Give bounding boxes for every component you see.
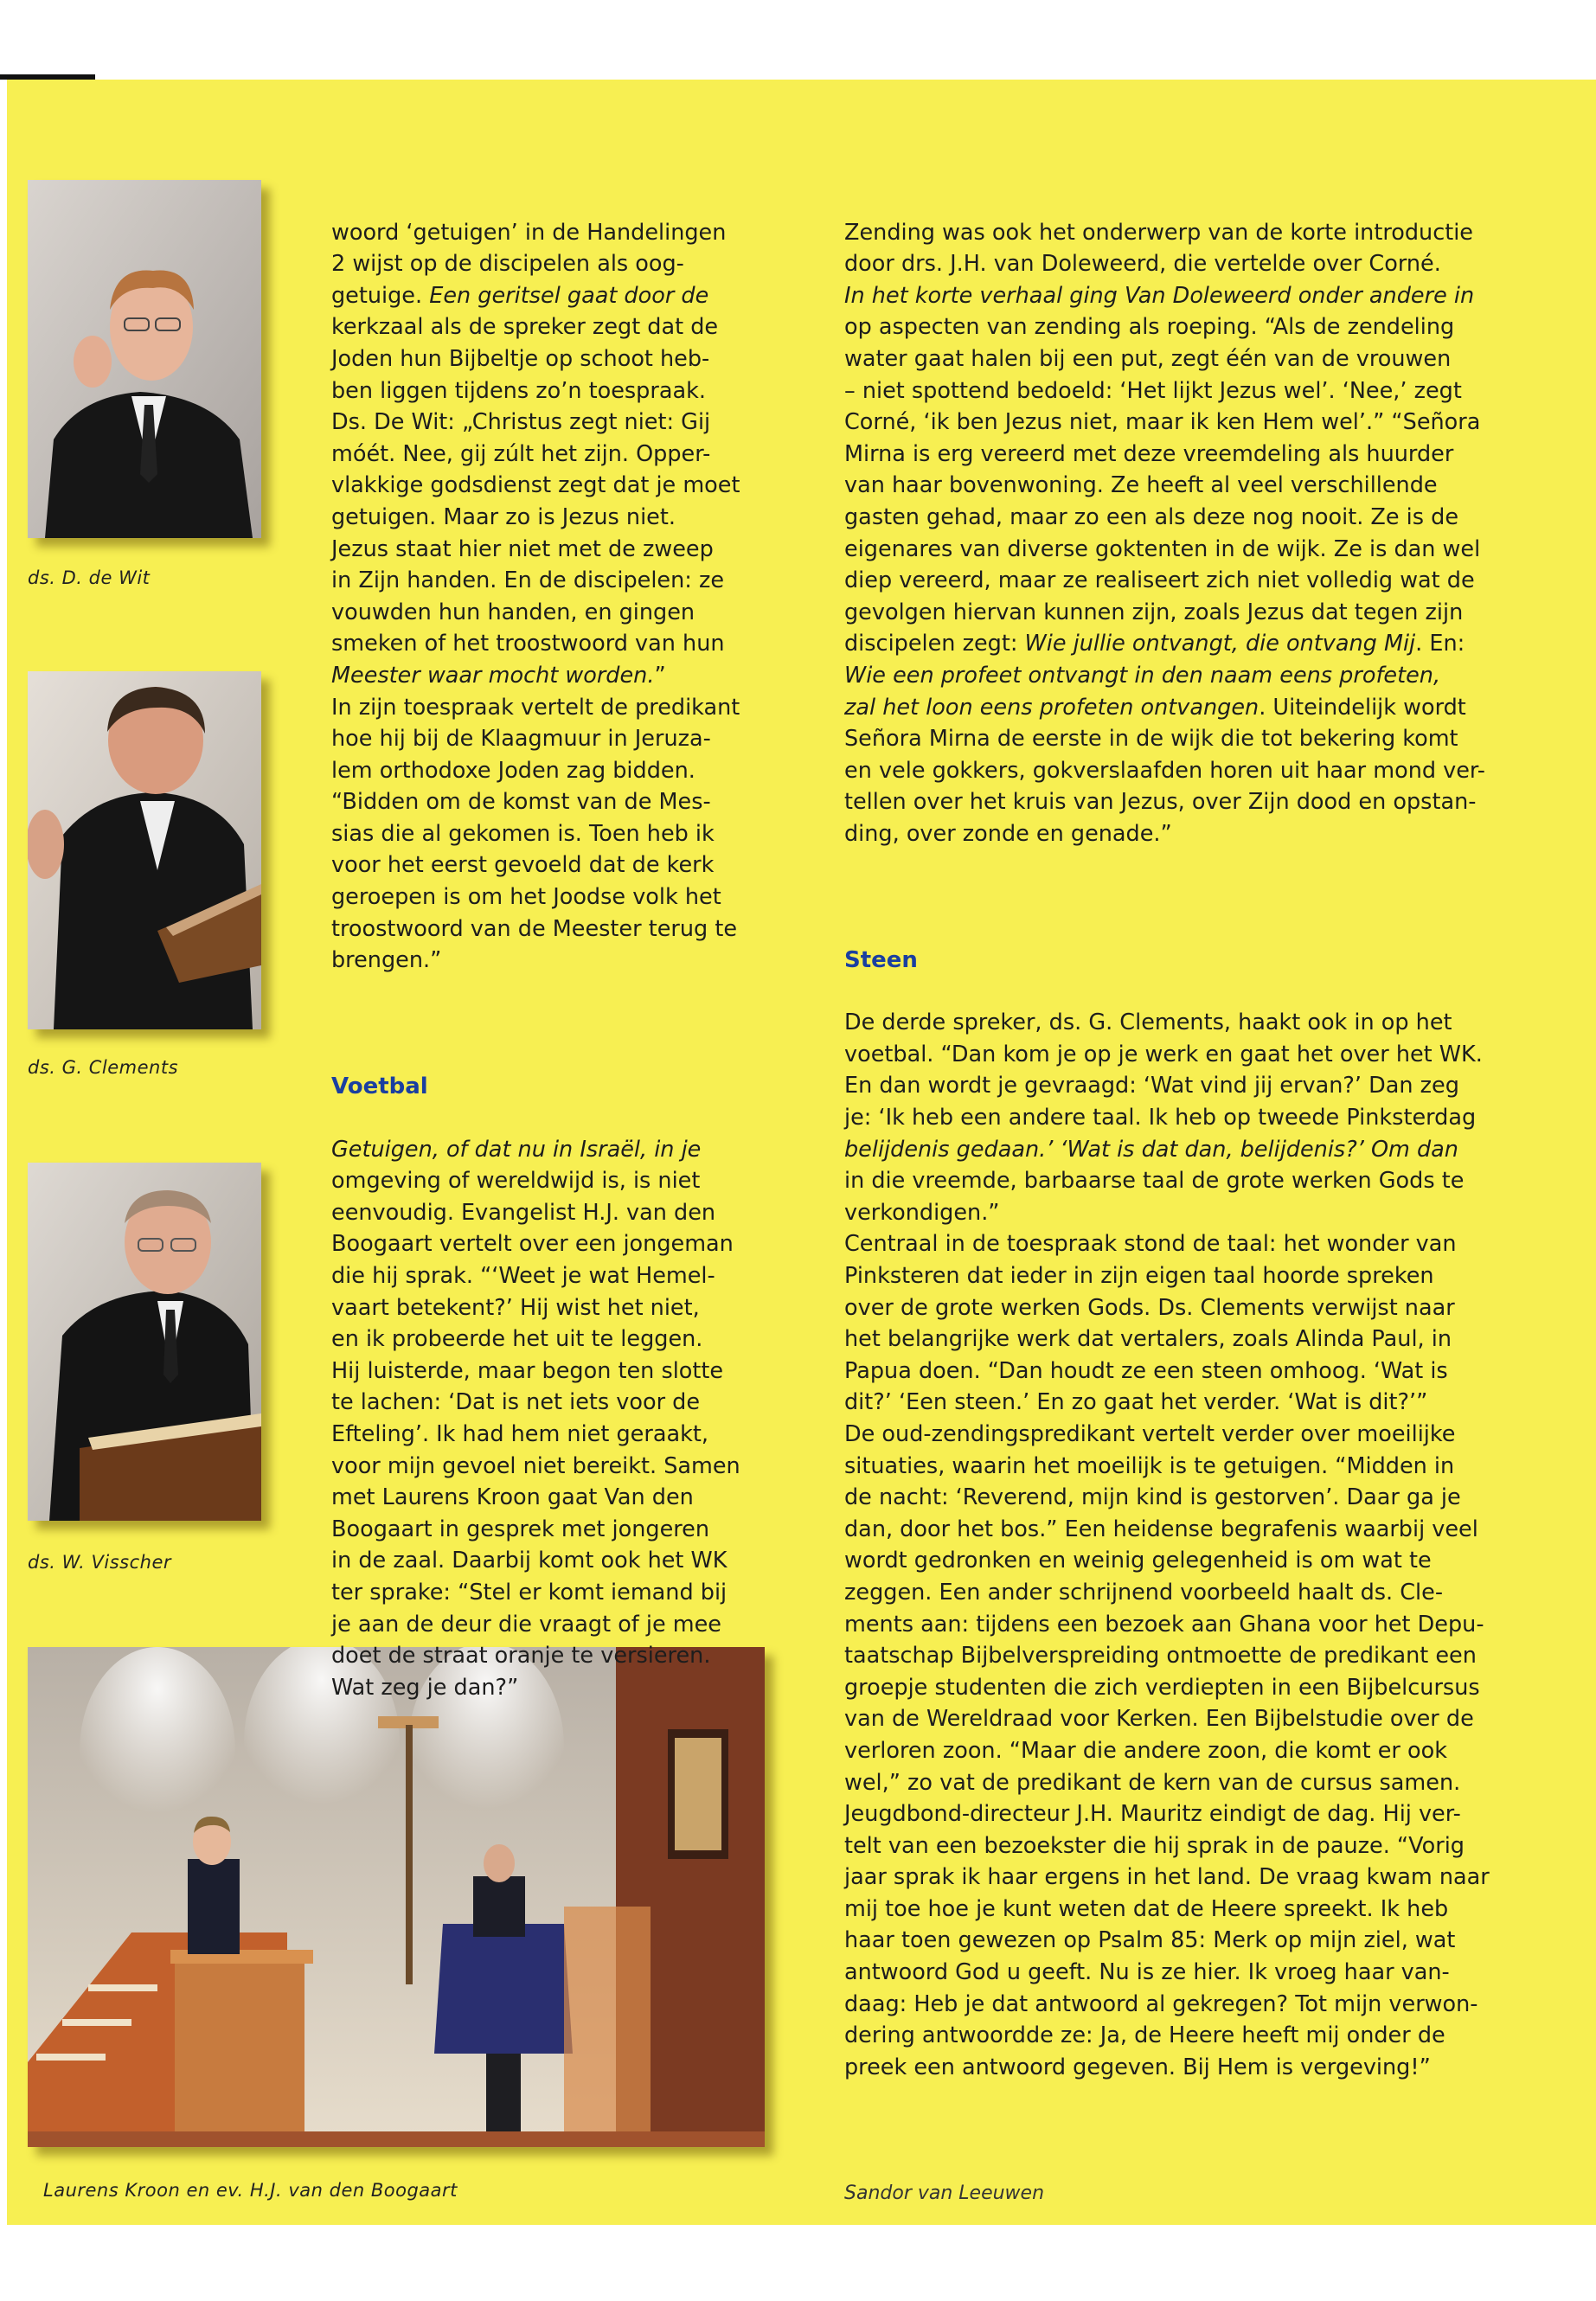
text-run: in die vreemde, barbaarse taal de grote werken Gods te verkondigen.” Centraal in de toespraak stond de taal: het wonder van Pinksteren dat ieder in zijn eigen taal hoorde spreken over de grote werken Gods. Ds. Clements verwijst naar het belangrijke werk dat vertalers, zoals Alinda Paul, in Papua doen. “Dan houdt ze een steen omhoog. ‘Wat is dit?’ ‘Een steen.’ En zo gaat het verder. ‘Wat is dit?’” De oud-zendingspredikant vertelt verder over moeilijke situaties, waarin het moeilijk is te getuigen. “Midden in de nacht: ‘Reverend, mijn kind is gestorven’. Daar ga je dan, door het bos.” Een heidense begrafenis waarbij veel wordt gedronken en weinig gelegenheid is om wat te zeggen. Een ander schrijnend voorbeeld haalt ds. Cle- ments aan: tijdens een bezoek aan Ghana voor het Depu- taatschap Bijbelverspreiding ontmoette de predikant een groepje studenten die zich verdiepten in een Bijbelcursus van de Wereldraad voor Kerken. Een Bijbelstudie over de verloren zoon. “Maar die andere zoon, die komt er ook wel,” zo vat de predikant de kern van de cursus samen. Jeugdbond-directeur J.H. Mauritz eindigt de dag. Hij ver- telt van een bezoekster die hij sprak in de pauze. “Vorig jaar sprak ik haar ergens in het land. De vraag kwam naar mij toe hoe je kunt weten dat de Heere spreekt. Ik heb haar toen gewezen op Psalm 85: Merk op mijn ziel, wat antwoord God u geeft. Nu is ze hier. Ik vroeg haar van- daag: Heb je dat antwoord al gekregen? Tot mijn verwon- dering antwoordde ze: Ja, de Heere heeft mij onder de preek een antwoord gegeven. Bij Hem is vergeving!”	[844, 1168, 1490, 2080]
paragraph-2	[331, 1134, 781, 1704]
paragraph-3	[844, 217, 1554, 850]
text-run: . Uiteindelijk wordt Señora Mirna de eerste in de wijk die tot bekering komt en vele gokkers, gokverslaafden horen uit haar mond ver- tellen over het kruis van Jezus, over Zijn dood en opstan- ding, over zonde en genade.”	[844, 694, 1485, 847]
text-run: Zending was ook het onderwerp van de korte introductie door drs. J.H. van Doleweerd, die vertelde over Corné.	[844, 219, 1473, 278]
caption-photo-2: ds. G. Clements	[28, 1057, 179, 1078]
section-heading-steen: Steen	[844, 946, 918, 973]
text-run-italic: Wie een profeet ontvangt in den naam eens profeten, zal het loon eens profeten ontvangen	[844, 662, 1441, 721]
text-run-italic: Meester waar mocht worden.	[331, 662, 655, 689]
text-run-italic: Een geritsel gaat door de	[429, 282, 709, 309]
photo-visscher	[28, 1163, 261, 1521]
column-right	[844, 185, 1554, 2241]
caption-photo-3: ds. W. Visscher	[28, 1552, 172, 1573]
photo-clements	[28, 671, 261, 1029]
author-signature: Sandor van Leeuwen	[844, 2182, 1045, 2204]
caption-photo-1: ds. D. de Wit	[28, 567, 151, 588]
text-run-italic: Wie jullie ontvangt, die ontvang Mij	[1024, 631, 1416, 657]
text-run: woord ‘getuigen’ in de Handelingen 2 wijst op de discipelen als oog- getuige.	[331, 219, 727, 309]
text-run: op aspecten van zending als roeping. “Als de zendeling water gaat halen bij een put, zegt één van de vrouwen – niet spottend bedoeld: ‘Het lijkt Jezus wel’. ‘Nee,’ zegt Corné, ‘ik ben Jezus niet, maar ik ken Hem wel’.” “Señora Mirna is erg vereerd met deze vreemdeling als huurder van haar bovenwoning. Ze heeft al veel verschillende gasten gehad, maar zo een als deze nog nooit. Ze is de eigenares van diverse goktenten in de wijk. Ze is dan wel diep vereerd, maar ze realiseert zich niet volledig wat de gevolgen hiervan kunnen zijn, zoals Jezus dat tegen zijn discipelen zegt:	[844, 314, 1481, 657]
column-left	[331, 185, 781, 1735]
text-run: ” In zijn toespraak vertelt de predikant hoe hij bij de Klaagmuur in Jeruza- lem orthodoxe Joden zag bidden. “Bidden om de komst van de Mes- sias die al gekomen is. Toen heb ik voor het eerst gevoeld dat de kerk geroepen is om het Joodse volk het troostwoord van de Meester terug te brengen.”	[331, 662, 740, 974]
text-run-italic: belijdenis gedaan.’ ‘Wat is dat dan, belijdenis?’ Om dan	[844, 1136, 1458, 1163]
paragraph-4	[844, 1007, 1554, 2083]
text-run: kerkzaal als de spreker zegt dat de Joden hun Bijbeltje op schoot heb- ben liggen tijdens zo’n toespraak. Ds. De Wit: „Christus zegt niet: Gij móét. Nee, gij zúlt het zijn. Opper- vlakkige godsdienst zegt dat je moet getuigen. Maar zo is Jezus niet. Jezus staat hier niet met de zweep in Zijn handen. En de discipelen: ze vouwden hun handen, en gingen smeken of het troostwoord van hun	[331, 314, 740, 657]
text-run-italic: In het korte verhaal ging Van Doleweerd onder andere in	[844, 282, 1475, 309]
section-heading-voetbal: Voetbal	[331, 1074, 428, 1100]
photo-de-wit	[28, 180, 261, 538]
text-run: omgeving of wereldwijd is, is niet eenvoudig. Evangelist H.J. van den Boogaart vertelt over een jongeman die hij sprak. “‘Weet je wat Hemel- vaart betekent?’ Hij wist het niet, en ik probeerde het uit te leggen. Hij luisterde, maar begon ten slotte te lachen: ‘Dat is net iets voor de Efteling’. Ik had hem niet geraakt, voor mijn gevoel niet bereikt. Samen met Laurens Kroon gaat Van den Boogaart in gesprek met jongeren in de zaal. Daarbij komt ook het WK ter sprake: “Stel er komt iemand bij je aan de deur die vraagt of je mee doet de straat oranje te versieren. Wat zeg je dan?”	[331, 1168, 740, 1701]
text-run: De derde spreker, ds. G. Clements, haakt ook in op het voetbal. “Dan kom je op je werk en gaat het over het WK. En dan wordt je gevraagd: ‘Wat vind jij ervan?’ Dan zeg je: ‘Ik heb een andere taal. Ik heb op tweede Pinksterdag	[844, 1009, 1483, 1131]
text-run-italic: Getuigen, of dat nu in Israël, in je	[331, 1136, 702, 1163]
caption-photo-4: Laurens Kroon en ev. H.J. van den Boogaart	[43, 2180, 458, 2201]
paragraph-1	[331, 217, 781, 977]
text-run: . En:	[1415, 631, 1465, 657]
